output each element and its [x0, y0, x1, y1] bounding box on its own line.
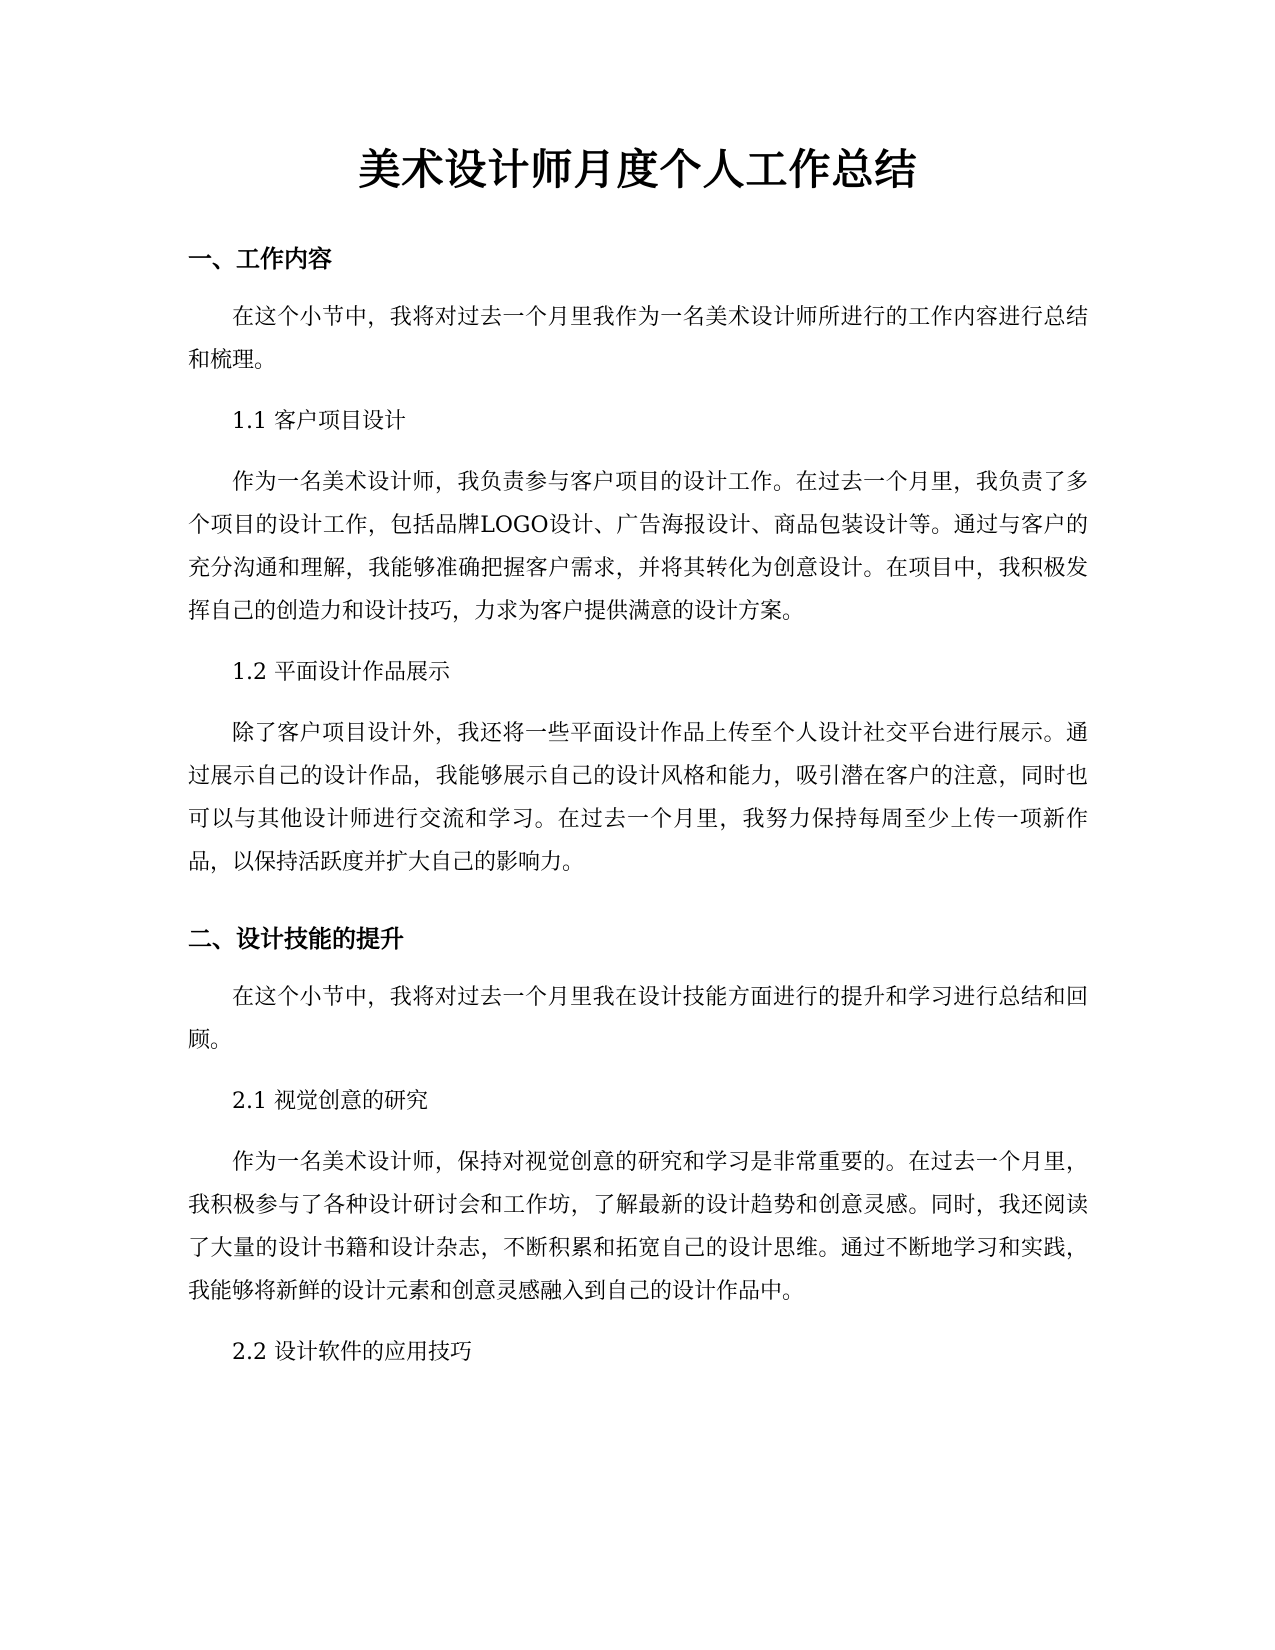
subsection-title-client-design: 1.1 客户项目设计: [232, 409, 406, 434]
body-paragraph: 作为一名美术设计师，我负责参与客户项目的设计工作。在过去一个月里，我负责了多个项目的设计工作，包括品牌LOGO设计、广告海报设计、商品包装设计等。通过与客户的充分沟通和理解，我能够准确把握客户需求，并将其转化为创意设计。在项目中，我积极发挥自己的创造力和设计技巧，力求为客户提供满意的设计方案。: [188, 470, 1088, 624]
section-heading-skill-improvement: 二、设计技能的提升: [188, 925, 404, 953]
subsection-title-graphic-showcase: 1.2 平面设计作品展示: [232, 660, 450, 685]
body-paragraph: 除了客户项目设计外，我还将一些平面设计作品上传至个人设计社交平台进行展示。通过展示自己的设计作品，我能够展示自己的设计风格和能力，吸引潜在客户的注意，同时也可以与其他设计师进行交流和学习。在过去一个月里，我努力保持每周至少上传一项新作品，以保持活跃度并扩大自己的影响力。: [188, 721, 1088, 875]
body-paragraph: 作为一名美术设计师，保持对视觉创意的研究和学习是非常重要的。在过去一个月里，我积极参与了各种设计研讨会和工作坊，了解最新的设计趋势和创意灵感。同时，我还阅读了大量的设计书籍和设计杂志，不断积累和拓宽自己的设计思维。通过不断地学习和实践，我能够将新鲜的设计元素和创意灵感融入到自己的设计作品中。: [188, 1150, 1088, 1304]
section-heading-work-content: 一、工作内容: [188, 245, 332, 273]
section-intro-paragraph: 在这个小节中，我将对过去一个月里我作为一名美术设计师所进行的工作内容进行总结和梳理。: [188, 305, 1088, 373]
section-intro-paragraph: 在这个小节中，我将对过去一个月里我在设计技能方面进行的提升和学习进行总结和回顾。: [188, 985, 1088, 1053]
document-content: [188, 140, 1088, 1374]
subsection-title-software-skills: 2.2 设计软件的应用技巧: [232, 1340, 472, 1365]
document-title: 美术设计师月度个人工作总结: [358, 145, 918, 194]
subsection-title-visual-creativity: 2.1 视觉创意的研究: [232, 1089, 428, 1114]
